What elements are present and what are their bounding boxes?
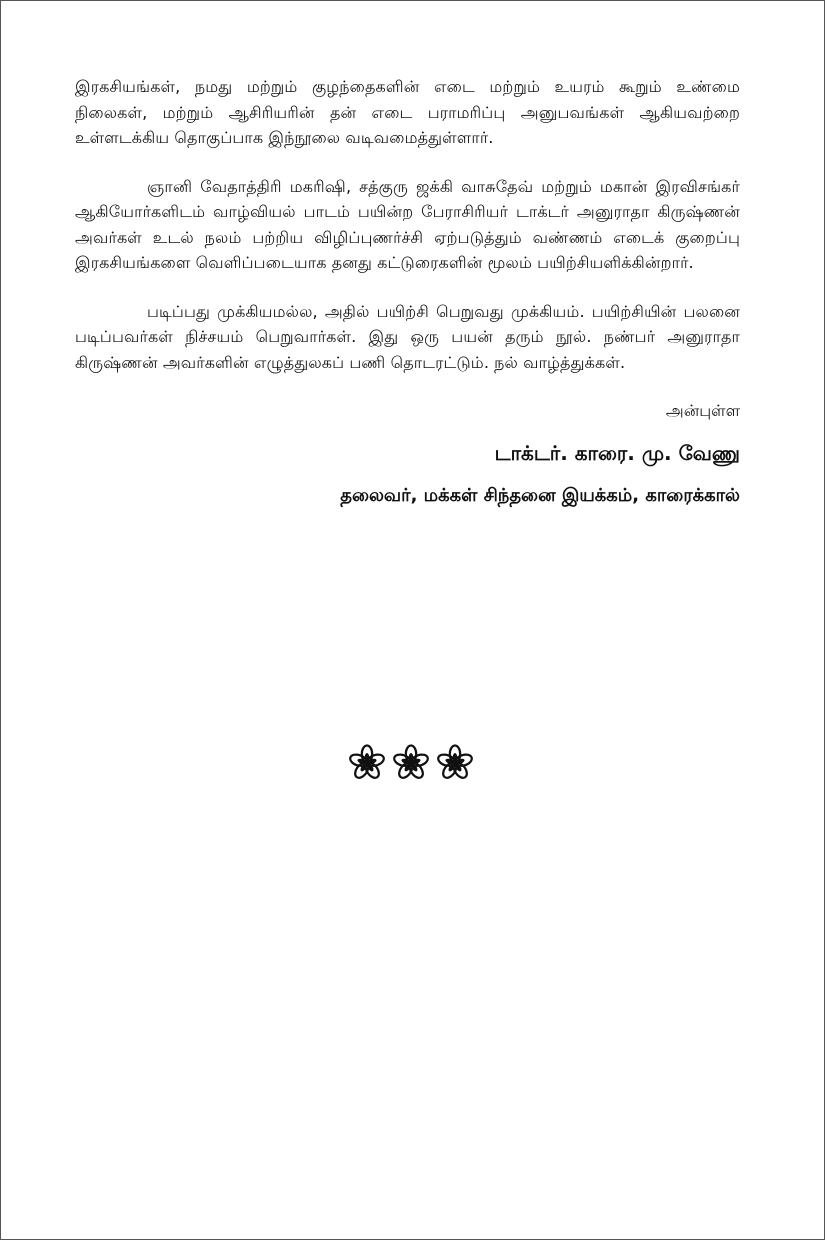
signature-block xyxy=(75,398,740,510)
floral-ornament-icon xyxy=(345,740,477,784)
paragraph-3: படிப்பது முக்கியமல்ல, அதில் பயிற்சி பெறுவது முக்கியம். பயிற்சியின் பலனை படிப்பவர்கள் நிச்சயம் பெறுவார்கள். இது ஒரு பயன் தரும் நூல். நண்பர் அனுராதா கிருஷ்ணன் அவர்களின் எழுத்துலகப் பணி தொடரட்டும். நல் வாழ்த்துக்கள். xyxy=(75,301,740,372)
signature-name: டாக்டர். காரை. மு. வேணு xyxy=(494,441,740,465)
signature-title: தலைவர், மக்கள் சிந்தனை இயக்கம், காரைக்கால் xyxy=(340,485,740,506)
document-body xyxy=(75,74,740,510)
paragraph-2: ஞானி வேதாத்திரி மகரிஷி, சத்குரு ஜக்கி வாசுதேவ் மற்றும் மகான் இரவிசங்கர் ஆகியோர்களிடம் வாழ்வியல் பாடம் பயின்ற பேராசிரியர் டாக்டர் அனுராதா கிருஷ்ணன் அவர்கள் உடல் நலம் பற்றிய விழிப்புணர்ச்சி ஏற்படுத்தும் வண்ணம் எடைக் குறைப்பு இரகசியங்களை வெளிப்படையாக தனது கட்டுரைகளின் மூலம் பயிற்சியளிக்கின்றார். xyxy=(75,176,740,272)
signature-regards: அன்புள்ள xyxy=(665,401,740,420)
paragraph-1: இரகசியங்கள், நமது மற்றும் குழந்தைகளின் எடை மற்றும் உயரம் கூறும் உண்மை நிலைகள், மற்றும் ஆசிரியரின் தன் எடை பராமரிப்பு அனுபவங்கள் ஆகியவற்றை உள்ளடக்கிய தொகுப்பாக இந்நூலை வடிவமைத்துள்ளார். xyxy=(75,77,740,147)
